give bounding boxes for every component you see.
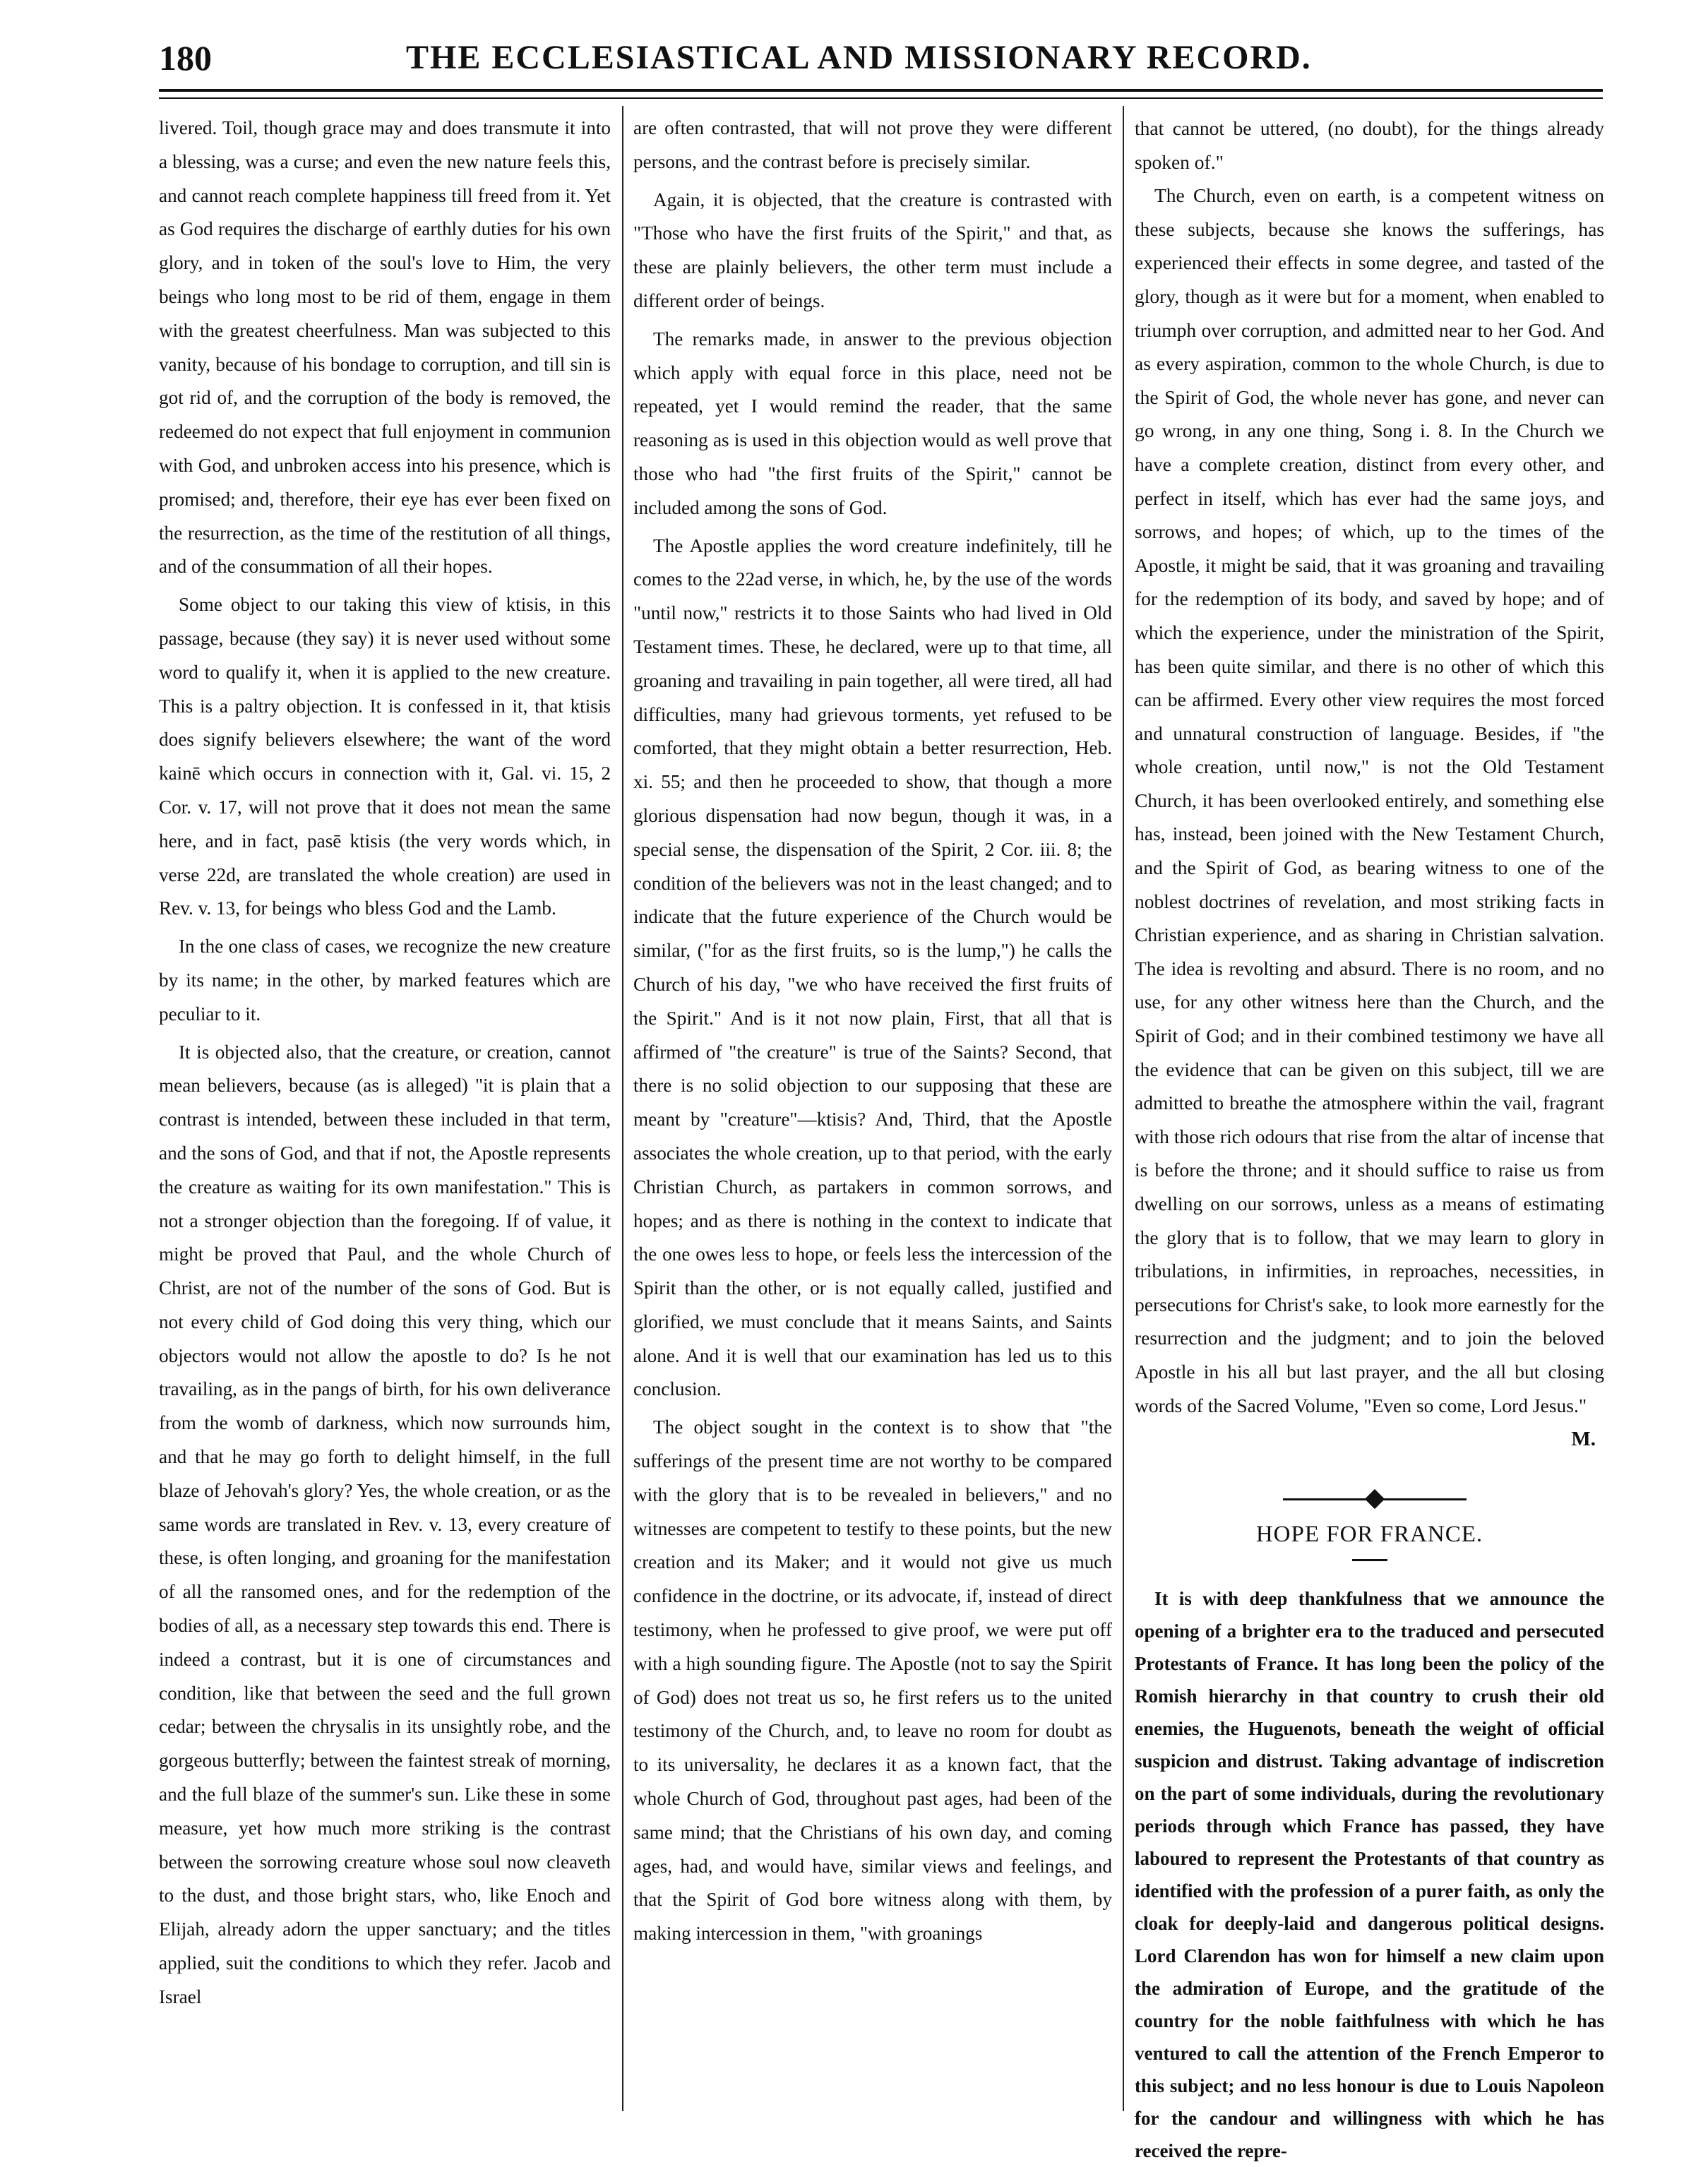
column-paragraph: It is objected also, that the creature, or creation, cannot mean believers, because (as is alleged) "it is plain that a contrast is intended, between these included in that term, and the sons of God, and that if not, the Apostle represents the creature as waiting for its own manifestation." This is not a stronger objection than the foregoing. If of value, it might be proved that Paul, and the whole Church of Christ, are not of the number of the sons of God. But is not every child of God doing this very thing, which our objectors would not allow the apostle to do? Is he not travailing, as in the pangs of birth, for his own deliverance from the womb of darkness, which now surrounds him, and that he may go forth to delight himself, in the full blaze of Jehovah's glory? Yes, the whole creation, or as the same words are translated in Rev. v. 13, every creature of these, is often longing, and groaning for the manifestation of all the ransomed ones, and for the redemption of the bodies of all, as a necessary step towards this end. There is indeed a contrast, but it is one of circumstances and condition, like that between the seed and the full grown cedar; between the chrysalis in its unsightly robe, and the gorgeous butterfly; between the faintest streak of morning, and the full blaze of the summer's sun. Like these in some measure, yet how much more striking is the contrast between the sorrowing creature whose soul now cleaveth to the dust, and those bright stars, who, like Enoch and Elijah, already adorn the upper sanctuary; and the titles applied, suit the conditions to which they refer. Jacob and Israel (159, 1041, 611, 2007)
column-paragraph: are often contrasted, that will not prove they were different persons, and the contrast before is precisely similar. (633, 117, 1112, 172)
column-divider-right (1123, 106, 1124, 2111)
column-paragraph: The Church, even on earth, is a competent witness on these subjects, because she knows the sufferings, has experienced their effects in some degree, and tasted of the glory, though as it were but for a moment, when enabled to triumph over corruption, and admitted near to her God. And as every aspiration, common to the whole Church, is due to the Spirit of God, the whole never has gone, and never can go wrong, in any one thing, Song i. 8. In the Church we have a complete creation, distinct from every other, and perfect in itself, which has ever had the same joys, and sorrows, and hopes; of which, up to the times of the Apostle, it might be said, that it was groaning and travailing for the redemption of its body, and saved by hope; and of which the experience, under the ministration of the Spirit, has been quite similar, and there is no other of which this can be affirmed. Every other view requires the most forced and unnatural construction of language. Besides, if "the whole creation, until now," is not the Old Testament Church, it has been overlooked entirely, and something else has, instead, been joined with the New Testament Church, and the Spirit of God, as bearing witness to one of the noblest doctrines of revelation, and most striking facts in Christian experience, and as sharing in Christian salvation. The idea is revolting and absurd. There is no room, and no use, for any other witness here than the Church, and the Spirit of God; and in their combined testimony we have all the evidence that can be given on this subject, till we are admitted to breathe the atmosphere within the vail, fragrant with those rich odours that rise from the altar of incense that is before the throne; and it should suffice to raise us from dwelling on our sorrows, unless as a means of estimating the glory that is to follow, that we may learn to glory in tribulations, in infirmities, in reproaches, necessities, in persecutions for Christ's sake, to look more earnestly for the resurrection and the judgment; and to join the beloved Apostle in his all but last prayer, and the all but closing words of the Sacred Volume, "Even so come, Lord Jesus." (1135, 184, 1604, 1416)
author-signature: M. (1571, 1428, 1596, 1451)
page-header (159, 37, 1603, 79)
ornament-diamond-icon (1365, 1489, 1385, 1509)
column-left (159, 112, 611, 2110)
section-ornament (1135, 1484, 1604, 1512)
column-divider-left (622, 106, 623, 2111)
column-right (1135, 112, 1604, 2162)
article-paragraph: It is with deep thankfulness that we announce the opening of a brighter era to the traduced and persecuted Protestants of France. It has long been the policy of the Romish hierarchy in that country to crush their old enemies, the Huguenots, beneath the weight of official suspicion and distrust. Taking advantage of indiscretion on the part of some individuals, during the revolutionary periods through which France has passed, they have laboured to represent the Protestants of that country as identified with the profession of a purer faith, as only the cloak for deeply-laid and dangerous political designs. Lord Clarendon has won for himself a new claim upon the admiration of Europe, and the gratitude of the country for the noble faithfulness with which he has ventured to call the attention of the French Emperor to this subject; and no less honour is due to Louis Napoleon for the candour and willingness with which he has received the repre- (1135, 1588, 1604, 2162)
column-paragraph: that cannot be uttered, (no doubt), for the things already spoken of." (1135, 117, 1604, 173)
page-number: 180 (159, 38, 212, 78)
header-rule-thin (159, 97, 1603, 99)
column-middle (633, 112, 1112, 2110)
column-paragraph: livered. Toil, though grace may and does transmute it into a blessing, was a curse; and even the new nature feels this, and cannot reach complete happiness till freed from it. Yet as God requires the discharge of earthly duties for his own glory, and in token of the soul's love to Him, the very beings who long most to be rid of them, engage in them with the greatest cheerfulness. Man was subjected to this vanity, because of his bondage to corruption, and till sin is got rid of, and the corruption of the body is removed, the redeemed do not expect that full enjoyment in communion with God, and unbroken access into his presence, which is promised; and, therefore, their eye has ever been fixed on the resurrection, as the time of the restitution of all things, and of the consummation of all their hopes. (159, 117, 611, 578)
column-paragraph: Some object to our taking this view of ktisis, in this passage, because (they say) it is never used without some word to qualify it, when it is applied to the new creature. This is a paltry objection. It is confessed in it, that ktisis does signify believers elsewhere; the want of the word kainē which occurs in connection with it, Gal. vi. 15, 2 Cor. v. 17, will not prove that it does not mean the same here, and in fact, pasē ktisis (the very words which, in verse 22d, are translated the whole creation) are used in Rev. v. 13, for beings who bless God and the Lamb. (159, 594, 611, 919)
section-heading: HOPE FOR FRANCE. (1255, 1522, 1483, 1548)
heading-rule (1352, 1559, 1387, 1561)
column-paragraph: The remarks made, in answer to the previous objection which apply with equal force in this place, need not be repeated, yet I would remind the reader, that the same reasoning as is used in this objection would as well prove that those who had "the first fruits of the Spirit," cannot be included among the sons of God. (633, 328, 1112, 518)
column-paragraph: In the one class of cases, we recognize the new creature by its name; in the other, by marked features which are peculiar to it. (159, 936, 611, 1025)
column-paragraph: The Apostle applies the word creature indefinitely, till he comes to the 22ad verse, in which, he, by the use of the words "until now," restricts it to those Saints who had lived in Old Testament times. These, he declared, were up to that time, all groaning and travailing in pain together, all were tired, all had difficulties, many had grievous torments, yet refused to be comforted, that they might obtain a better resurrection, Heb. xi. 55; and then he proceeded to show, that though a more glorious dispensation had now begun, though it was, in a special sense, the dispensation of the Spirit, 2 Cor. iii. 8; the condition of the believers was not in the least changed; and to indicate that the future experience of the Church would be similar, ("for as the first fruits, so is the lump,") he calls the Church of his day, "we who have received the first fruits of the Spirit." And is it not now plain, First, that all that is affirmed of "the creature" is true of the Saints? Second, that there is no solid objection to our supposing that these are meant by "creature"—ktisis? And, Third, that the Apostle associates the whole creation, up to that period, with the early Christian Church, as partakers in common sorrows, and hopes; and as there is nothing in the context to indicate that the one owes less to hope, or feels less the intercession of the Spirit than the other, or is not equally called, justified and glorified, we must conclude that it means Saints, and Saints alone. And it is well that our examination has led us to this conclusion. (633, 535, 1112, 1400)
column-paragraph: The object sought in the context is to show that "the sufferings of the present time are not worthy to be compared with the glory that is to be revealed in believers," and no witnesses are competent to testify to these points, but the new creation and its Maker; and it would not give us much confidence in the doctrine, or its advocate, if, instead of direct testimony, when he professed to give proof, we were put off with a high sounding figure. The Apostle (not to say the Spirit of God) does not treat us so, he first refers us to the united testimony of the Church, and, to leave no room for doubt as to its universality, he declares it as a known fact, that the whole Church of God, throughout past ages, had been of the same mind; that the Christians of his own day, and coming ages, had, and would have, similar views and feelings, and that the Spirit of God bore witness along with them, by making intercession in them, "with groanings (633, 1416, 1112, 1945)
running-title: THE ECCLESIASTICAL AND MISSIONARY RECORD. (406, 39, 1312, 76)
header-rule-thick (159, 89, 1603, 92)
column-paragraph: Again, it is objected, that the creature is contrasted with "Those who have the first fruits of the Spirit," and that, as these are plainly believers, the other term must include a different order of beings. (633, 189, 1112, 311)
